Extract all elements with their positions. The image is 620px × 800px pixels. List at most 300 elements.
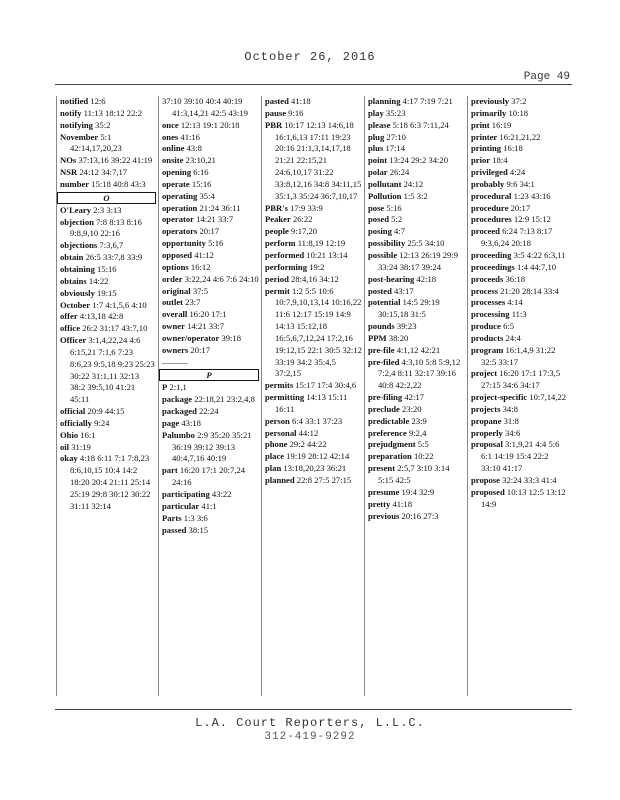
index-entry (471, 321, 569, 333)
index-entry (60, 179, 156, 191)
index-term: pollutant (368, 178, 402, 189)
index-entry (368, 203, 465, 215)
index-term: official (60, 406, 86, 417)
index-entry (60, 120, 156, 132)
index-term: Parts (162, 512, 182, 523)
index-entry (162, 297, 259, 309)
index-term: November (60, 131, 99, 142)
index-refs: 9:16 (288, 107, 304, 118)
index-refs: 22:8 27:5 27:15 (296, 475, 352, 485)
index-entry (162, 489, 259, 501)
index-refs: 16:20 17:1 17:3,5 27:15 34:6 34:17 (481, 368, 561, 391)
index-refs: 43:8 (186, 143, 202, 154)
index-refs: 1:3 3:6 (183, 512, 208, 523)
index-refs: 16:20 17:1 (189, 309, 227, 320)
index-term: original (162, 285, 191, 296)
index-refs: 11:8,19 12:19 (297, 238, 346, 249)
index-refs: 26:24 (389, 167, 410, 178)
index-refs: 17:9 33:9 (290, 202, 323, 213)
index-entry (162, 274, 259, 286)
index-refs: 10:7,14,22 (529, 392, 567, 403)
index-refs: 16:20 17:1 20:7,24 24:16 (172, 465, 246, 488)
index-entry (60, 442, 156, 454)
index-refs: 12:6 (90, 96, 106, 106)
index-entry (162, 333, 259, 345)
index-entry (60, 418, 156, 430)
index-term: NSR (60, 167, 78, 178)
index-refs: 2:3 3:13 (93, 204, 122, 215)
index-term: pre-file (368, 344, 395, 355)
index-column (56, 96, 159, 696)
index-refs: 14:13 15:11 16:11 (275, 392, 348, 414)
index-refs: 14:21 33:7 (196, 214, 234, 225)
index-term: permitting (265, 392, 305, 403)
index-entry (368, 226, 465, 238)
index-refs: 12:9 15:12 (513, 214, 551, 225)
index-entry (265, 96, 362, 108)
index-refs: 5:1 42:14,17,20,23 (70, 131, 122, 154)
index-term: period (265, 273, 289, 284)
index-entry (162, 143, 259, 155)
index-refs: 1:2 5:5 10:6 10:7,9,10,13,14 10:16,22 11:6 12:17 15:19 14:9 14:13 15:12,18 16:5,6,7,12,24 17:2,16 19:12,15 22:1 30:5 32:12 33:19 34:2 35:4,5 37:2,15 (275, 285, 362, 379)
index-entry (368, 108, 465, 120)
index-term: proceedings (471, 261, 515, 272)
index-term: operating (162, 190, 198, 201)
index-entry (265, 463, 362, 475)
index-entry (265, 250, 362, 262)
index-term: print (471, 119, 490, 130)
index-entry (368, 487, 465, 499)
index-term: pre-filed (368, 356, 400, 367)
index-entry (368, 214, 465, 226)
index-term: package (162, 394, 193, 405)
index-refs: 10:21 13:14 (306, 249, 348, 260)
index-refs: 3:1,4,22,24 4:6 6:15,21 7:1,6 7:23 8:6,23 9:5,18 9:23 25:23 30:22 31:1,11 32:13 38:2 39:5,10 41:21 45:11 (70, 335, 155, 405)
index-term: proceeds (471, 273, 504, 284)
index-refs: 5:2 (391, 214, 403, 225)
index-entry (368, 451, 465, 463)
index-refs: 23:10,21 (185, 155, 216, 166)
index-term: plan (265, 463, 282, 474)
index-entry (162, 179, 259, 191)
index-term: officially (60, 417, 92, 428)
index-term: posted (368, 285, 392, 296)
index-term: printing (471, 143, 502, 154)
index-entry (471, 167, 569, 179)
index-term: planning (368, 96, 401, 106)
index-refs: 4:13,18 42:8 (79, 311, 124, 322)
index-entry (471, 428, 569, 440)
index-entry (265, 416, 362, 428)
index-refs: 41:1 (201, 500, 217, 511)
index-refs: 13:18,20,23 36:21 (283, 463, 347, 474)
index-refs: 5:5 (417, 439, 429, 450)
index-entry (265, 214, 362, 226)
index-entry (265, 274, 362, 286)
index-term: play (368, 107, 384, 118)
index-refs: 3:1,9,21 4:4 5:6 6:1 14:19 15:4 22:2 33:10 41:17 (481, 439, 560, 474)
index-entry (368, 191, 465, 203)
index-term: P (162, 382, 168, 393)
index-term: objections (60, 240, 98, 251)
index-refs: 36:18 (505, 273, 526, 284)
index-refs: 26:2 31:17 43:7,10 (82, 323, 148, 334)
index-entry (60, 108, 156, 120)
index-entry (265, 286, 362, 381)
index-entry (162, 191, 259, 203)
index-term: person (265, 415, 290, 426)
index-refs: 23:20 (401, 403, 422, 414)
index-refs: 4:18 6:11 7:1 7:8,23 8:6,10,15 10:4 14:2 18:20 20:4 21:11 25:14 25:19 29:8 30:12 30:22 31:11 32:14 (70, 453, 151, 511)
index-entry (368, 143, 465, 155)
index-refs: 25:5 34:10 (407, 238, 445, 249)
index-term: preparation (368, 451, 412, 462)
index-refs: 43:17 (394, 285, 414, 296)
section-letter: P (159, 369, 259, 381)
index-refs: 16:19 (491, 119, 512, 130)
index-entry (368, 297, 465, 321)
index-entry (368, 439, 465, 451)
index-entry (368, 416, 465, 428)
index-term: proposal (471, 439, 503, 450)
index-refs: 42:18 (416, 273, 437, 284)
index-entry (471, 286, 569, 298)
index-term: owner/operator (162, 332, 220, 343)
index-entry (162, 501, 259, 513)
index-refs: 37:10 39:10 40:4 40:19 41:3,14,21 42:5 43:19 (162, 96, 248, 118)
index-entry (368, 321, 465, 333)
index-entry (162, 203, 259, 215)
index-entry (471, 155, 569, 167)
index-term: process (471, 285, 499, 296)
index-term: PBR (265, 119, 283, 130)
index-term: personal (265, 427, 297, 438)
index-term: propose (471, 475, 500, 485)
index-entry (471, 214, 569, 226)
index-refs: 4:24 (509, 167, 526, 178)
index-entry (368, 238, 465, 250)
index-entry (471, 309, 569, 321)
index-entry (368, 333, 465, 345)
index-entry (471, 96, 569, 108)
index-term: offer (60, 311, 78, 322)
index-refs: 38:20 (388, 332, 409, 343)
index-entry (368, 250, 465, 274)
index-refs: 41:18 (392, 498, 413, 509)
index-refs: 23:7 (185, 297, 201, 308)
index-refs: 6:4 33:1 37:23 (292, 415, 343, 426)
index-entry (368, 499, 465, 511)
index-term: PBR's (265, 202, 288, 213)
index-term: Pollution (368, 190, 402, 201)
index-refs: 4:1,12 42:21 (396, 344, 441, 355)
index-refs: 39:18 (221, 332, 242, 343)
index-term: procedure (471, 202, 509, 213)
index-entry (471, 108, 569, 120)
index-term: program (471, 344, 504, 355)
index-entry (471, 345, 569, 369)
index-term: permits (265, 380, 294, 391)
index-refs: 34:8 (502, 403, 518, 414)
index-term: planned (265, 475, 295, 485)
index-refs: 20:9 44:15 (87, 406, 125, 417)
index-entry (162, 465, 259, 489)
index-refs: 16:21,21,22 (499, 131, 541, 142)
index-term: O'Leary (60, 204, 92, 215)
index-entry (162, 513, 259, 525)
index-refs: 19:4 32:9 (401, 486, 435, 497)
index-term: plus (368, 143, 384, 154)
index-refs: 10:13 12:5 13:12 14:9 (481, 486, 566, 509)
index-term: operate (162, 178, 190, 189)
index-term: opportunity (162, 238, 206, 249)
index-refs: 31:8 (503, 415, 519, 426)
index-term: produce (471, 321, 501, 332)
index-refs: 43:18 (181, 417, 201, 428)
index-term: Ohio (60, 429, 79, 440)
index-refs: 10:17 12:13 14:6,18 16:1,6,13 17:11 19:23 20:16 21:1,3,14,17,18 21:21 22:15,21 24:6,10,17 31:22 33:8,12,16 34:8 34:11,15 35:1,3 35:24 36:7,10,17 (275, 119, 362, 201)
index-refs: 14:22 (88, 275, 109, 286)
index-entry (368, 155, 465, 167)
index-entry (368, 274, 465, 286)
index-refs: 11:13 18:12 22:2 (83, 107, 143, 118)
index-refs: 15:18 40:8 43:3 (91, 178, 146, 189)
index-term: privileged (471, 167, 508, 178)
index-entry (162, 250, 259, 262)
index-refs: ——— (162, 356, 188, 367)
index-term: present (368, 463, 396, 474)
index-entry (368, 286, 465, 298)
index-term: owners (162, 344, 189, 355)
index-refs: 1:4 44:7,10 (516, 261, 557, 272)
header-divider (55, 84, 572, 85)
index-term: obviously (60, 287, 95, 298)
index-term: pose (368, 202, 385, 213)
index-entry (60, 288, 156, 300)
index-term: polar (368, 167, 388, 178)
index-refs: 39:23 (396, 321, 417, 332)
index-refs: 11:3 (511, 309, 527, 320)
index-refs: 23:9 (411, 415, 427, 426)
index-refs: 9:24 (94, 417, 110, 428)
index-entry (471, 274, 569, 286)
index-refs: 16:1,4,9 31:22 32:5 33:17 (481, 344, 556, 367)
index-refs: 15:16 (191, 178, 212, 189)
index-entry (265, 203, 362, 215)
index-refs: 20:17 (199, 226, 220, 237)
index-refs: 29:2 44:22 (289, 439, 327, 450)
index-refs: 24:12 34:7,17 (79, 167, 128, 178)
index-term: packaged (162, 406, 197, 417)
index-term: obtains (60, 275, 87, 286)
index-refs: 2:9 35:20 35:21 36:19 39:12 39:13 40:4,7,16 40:19 (172, 429, 252, 464)
index-term: proceeding (471, 249, 512, 260)
index-entry (471, 404, 569, 416)
index-entry (162, 155, 259, 167)
index-term: Peaker (265, 214, 291, 225)
index-entry (368, 345, 465, 357)
index-term: procedural (471, 190, 512, 201)
index-entry (471, 191, 569, 203)
index-entry (265, 451, 362, 463)
index-entry (265, 428, 362, 440)
index-entry (60, 264, 156, 276)
index-term: prejudgment (368, 439, 416, 450)
index-term: opposed (162, 249, 193, 260)
index-entry (162, 321, 259, 333)
index-entry (471, 226, 569, 250)
index-term: once (162, 119, 179, 130)
index-term: posing (368, 226, 392, 237)
index-term: please (368, 119, 391, 130)
header-date: October 26, 2016 (244, 50, 376, 64)
index-entry (60, 430, 156, 442)
index-entry (162, 96, 259, 120)
index-entry (471, 250, 569, 262)
index-entry (368, 357, 465, 393)
index-term: performed (265, 249, 305, 260)
index-term: prior (471, 155, 491, 166)
index-entry (471, 368, 569, 392)
index-refs: 4:14 (507, 297, 523, 308)
index-term: online (162, 143, 185, 154)
index-entry (471, 132, 569, 144)
index-entry (265, 475, 362, 487)
index-term: onsite (162, 155, 184, 166)
index-entry (471, 143, 569, 155)
index-entry (60, 335, 156, 406)
index-entry (162, 382, 259, 394)
index-term: notified (60, 96, 89, 106)
index-entry (60, 323, 156, 335)
index-term: ones (162, 131, 179, 142)
footer-phone: 312-419-9292 (264, 731, 356, 743)
index-term: operation (162, 202, 198, 213)
index-refs: 6:24 7:13 8:17 9:3,6,24 20:18 (481, 226, 553, 249)
index-term: potential (368, 297, 401, 308)
index-entry (471, 120, 569, 132)
index-entry (162, 167, 259, 179)
index-term: phone (265, 439, 288, 450)
index-term: Palumbo (162, 429, 195, 440)
index-refs: 37:13,16 39:22 41:19 (78, 155, 153, 166)
index-term: objection (60, 216, 94, 227)
index-entry (162, 120, 259, 132)
index-refs: 34:6 (504, 427, 521, 438)
index-term: owner (162, 321, 185, 332)
index-refs: 4:7 (394, 226, 406, 237)
index-refs: 38:15 (188, 524, 209, 535)
index-refs: 24:12 (403, 178, 424, 189)
index-entry (265, 238, 362, 250)
index-entry (265, 120, 362, 203)
index-term: permit (265, 285, 290, 296)
index-refs: 37:5 (192, 285, 209, 296)
index-refs: 1:7 4:1,5,6 4:10 (92, 299, 147, 310)
index-entry (162, 309, 259, 321)
index-refs: 12:13 26:19 29:9 33:24 38:17 39:24 (378, 249, 459, 272)
index-entry (471, 179, 569, 191)
index-term: number (60, 178, 90, 189)
index-term: Officer (60, 335, 87, 346)
index-term: notify (60, 107, 82, 118)
index-entry (265, 108, 362, 120)
index-entry (162, 430, 259, 466)
index-refs: 32:24 33:3 41:4 (502, 475, 557, 485)
index-term: obtain (60, 252, 84, 263)
index-entry (60, 240, 156, 252)
index-entry (368, 167, 465, 179)
index-column (159, 96, 262, 696)
index-term: NOs (60, 155, 77, 166)
index-entry (265, 439, 362, 451)
index-entry (162, 394, 259, 406)
index-term: October (60, 299, 91, 310)
index-entry (162, 418, 259, 430)
index-refs: 41:16 (180, 131, 200, 142)
index-entry (471, 487, 569, 511)
index-entry (368, 463, 465, 487)
index-entry (162, 345, 259, 357)
index-refs: 14:5 29:19 30:15,18 31:5 (378, 297, 440, 320)
index-term: post-hearing (368, 273, 415, 284)
index-refs: 31:19 (71, 441, 91, 452)
index-refs: 2:1,1 (169, 382, 187, 393)
index-refs: 7:3,6,7 (99, 240, 124, 251)
index-entry (471, 262, 569, 274)
index-term: pre-filing (368, 392, 403, 403)
index-refs: 24:4 (505, 332, 521, 343)
index-refs: 1:23 43:16 (513, 190, 551, 201)
index-refs: 1:5 3:2 (403, 190, 428, 201)
index-refs: 5:18 6:3 7:11,24 (392, 119, 449, 130)
index-entry (265, 226, 362, 238)
index-term: order (162, 273, 183, 284)
index-term: pounds (368, 321, 395, 332)
index-term: pause (265, 107, 287, 118)
index-entry (368, 428, 465, 440)
index-refs: 12:13 19:1 20:18 (180, 119, 240, 130)
index-refs: 41:18 (291, 96, 311, 106)
index-entry (368, 96, 465, 108)
index-refs: 20:16 27:3 (401, 510, 439, 521)
index-refs: 37:2 (511, 96, 527, 106)
index-entry (471, 416, 569, 428)
index-refs: 22:18,21 23:2,4,8 (194, 394, 255, 405)
index-refs: 16:1 (80, 429, 96, 440)
index-term: part (162, 465, 178, 476)
section-letter: O (57, 192, 156, 204)
index-refs: 5:16 (208, 238, 224, 249)
index-refs: 3:5 4:22 6:3,11 (513, 249, 566, 260)
index-refs: 6:16 (193, 167, 209, 178)
index-refs: 17:14 (385, 143, 406, 154)
index-term: opening (162, 167, 192, 178)
index-term: oil (60, 441, 70, 452)
index-entry (368, 132, 465, 144)
index-refs: 13:24 29:2 34:20 (389, 155, 448, 166)
index-refs: 35:2 (95, 119, 111, 130)
index-entry (368, 404, 465, 416)
index-entry (60, 406, 156, 418)
index-entry (162, 262, 259, 274)
index-refs: 19:2 (309, 261, 325, 272)
index-refs: 9:17,20 (291, 226, 318, 237)
index-entry (60, 300, 156, 312)
index-refs: 19:15 (97, 287, 117, 298)
index-entry (162, 132, 259, 144)
index-term: procedures (471, 214, 512, 225)
